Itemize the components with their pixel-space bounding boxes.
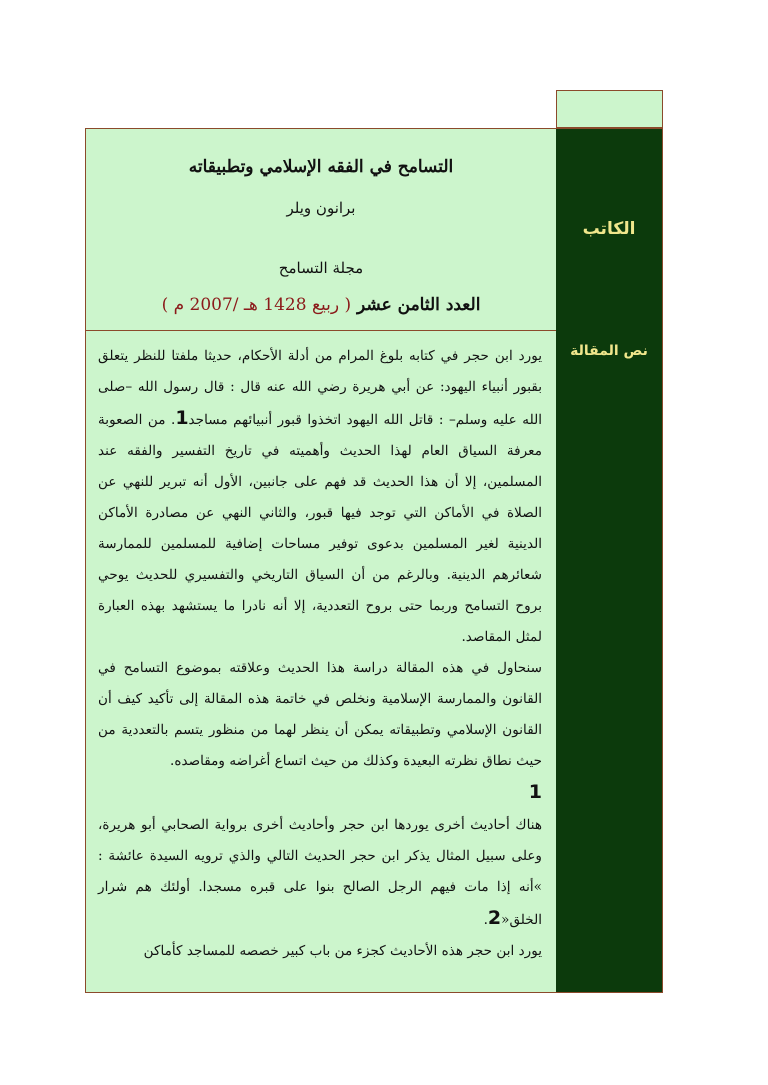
issue-date: ( ربيع 1428 هـ /2007 م )	[161, 295, 352, 315]
article-text-label: نص المقالة	[570, 343, 648, 359]
issue-label: العدد الثامن عشر	[357, 295, 481, 315]
footnote-ref-1: 1	[175, 407, 189, 429]
paragraph-1-start: يورد ابن حجر في كتابه بلوغ المرام من أدلة الأحكام، حديثا ملفتا للنظر يتعلق بقبور أنبياء اليهود: عن أبي هريرة رضي الله عنه قال : قال رسول الله –صلى الله عليه وسلم– : قاتل الله اليهود اتخذوا قبور أنبيائهم مساجد	[98, 348, 542, 428]
journal-name: مجلة التسامح	[278, 259, 364, 277]
author-label: الكاتب	[582, 219, 636, 239]
paragraph-3-text: هناك أحاديث أخرى يوردها ابن حجر وأحاديث أخرى برواية الصحابي أبو هريرة، وعلى سبيل المثال يذكر ابن حجر الحديث التالي والذي ترويه السيدة عائشة : »أنه إذا مات فيهم الرجل الصالح بنوا على قبره مسجدا. أولئك هم شرار الخلق«	[98, 817, 542, 928]
paragraph-3	[98, 810, 542, 936]
paragraph-2: سنحاول في هذه المقالة دراسة هذا الحديث وعلاقته بموضوع التسامح في القانون والممارسة الإسلامية ونخلص في خاتمة هذه المقالة إلى تأكيد كيف أن القانون الإسلامي وتطبيقاته يمكن أن ينظر لهما من منظور يتسم بالتعددية من حيث نطاق نظرته البعيدة وكذلك من حيث اتساع أغراضه ومقاصده.	[98, 660, 542, 769]
article-body	[86, 331, 556, 992]
header-spacer-cell	[556, 90, 663, 128]
paragraph-1-rest: . من الصعوبة معرفة السياق العام لهذا الحديث وأهميته في تاريخ التفسير والفقه عند المسلمين، إلا أن هذا الحديث قد فهم على جانبين، الأول أنه تبرير للنهي عن الصلاة في الأماكن التي توجد فيها قبور، والثاني النهي عن مصادرة الأماكن الدينية لغير المسلمين بدعوى توفير مساحات إضافية للمسلمين للممارسة شعائرهم الدينية. وبالرغم من أن السياق التاريخي والتفسيري للحديث يوحي بروح التسامح وربما حتى بروح التعددية، إلا أنه نادرا ما يستشهد بهذه العبارة لمثل المقاصد.	[98, 412, 542, 645]
article-table	[85, 128, 663, 993]
article-title: التسامح في الفقه الإسلامي وتطبيقاته	[188, 157, 454, 177]
article-header	[86, 129, 556, 331]
section-number-value: 1	[528, 781, 542, 803]
article-text	[86, 331, 556, 967]
side-column	[556, 129, 662, 992]
section-number	[98, 777, 542, 810]
paragraph-1	[98, 341, 542, 653]
paragraph-3-end: .	[483, 912, 488, 928]
footnote-ref-2: 2	[487, 907, 502, 929]
article-author: برانون ويلر	[286, 199, 356, 217]
paragraph-4: يورد ابن حجر هذه الأحاديث كجزء من باب كبير خصصه للمساجد كأماكن	[143, 943, 542, 959]
issue-line	[86, 295, 556, 315]
